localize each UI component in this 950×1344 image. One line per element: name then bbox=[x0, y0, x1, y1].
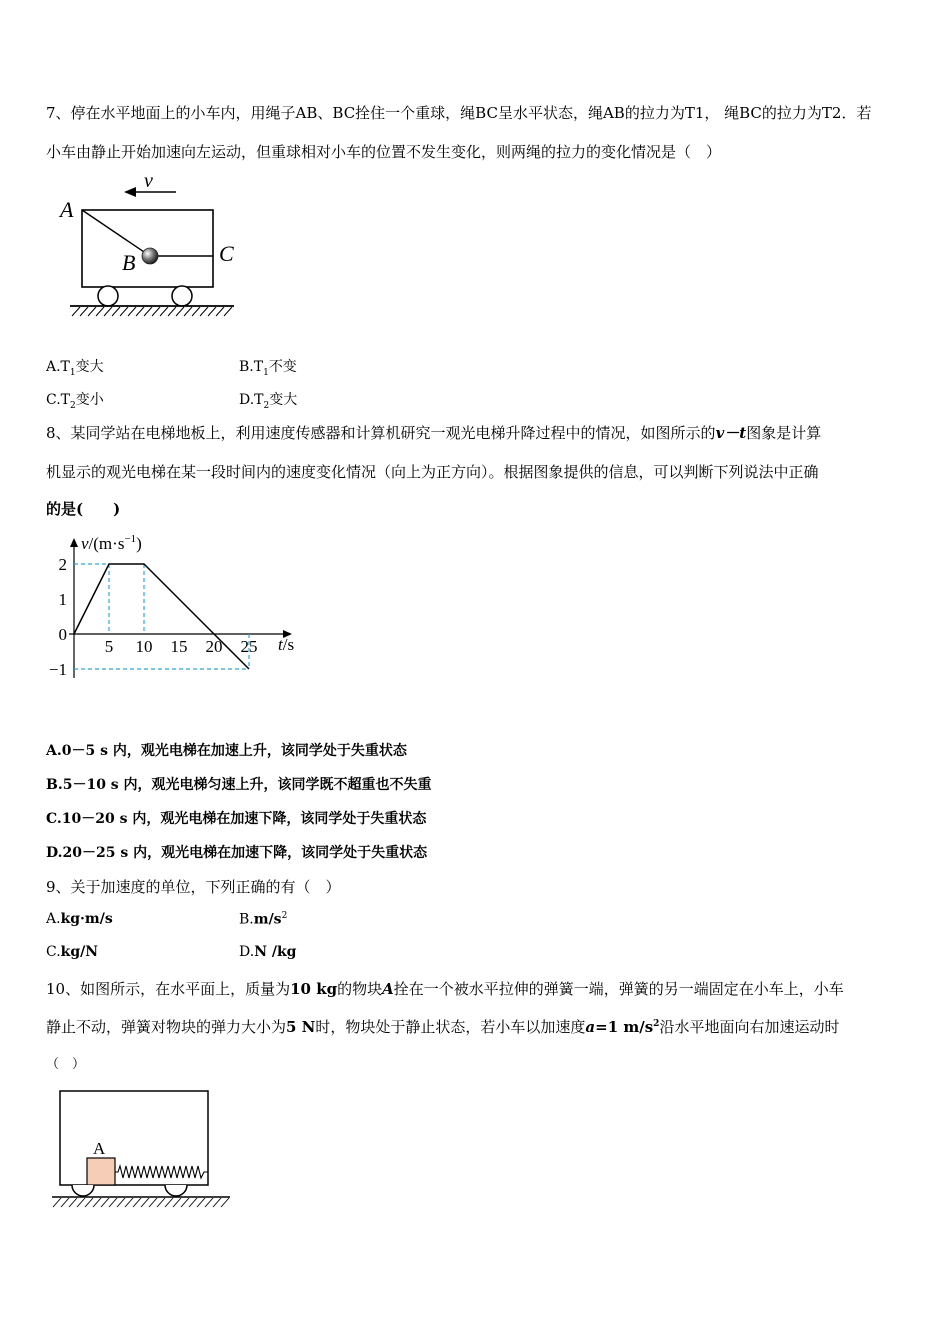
q8-option-c[interactable]: C.10－20 s 内，观光电梯在加速下降，该同学处于失重状态 bbox=[46, 811, 427, 827]
ground-hatching bbox=[72, 307, 232, 316]
q7-line-1: 7、停在水平地面上的小车内，用绳子AB、BC拴住一个重球，绳BC呈水平状态，绳AB的拉力为T1， 绳BC的拉力为T2．若 bbox=[46, 104, 872, 122]
y-tick-label: 1 bbox=[58, 590, 67, 609]
q10-wheel-left bbox=[72, 1185, 94, 1196]
q10-cart-body bbox=[60, 1091, 208, 1185]
q10-cart-figure bbox=[48, 1086, 238, 1211]
y-tick-label: 2 bbox=[58, 555, 67, 574]
x-axis-label: t/s bbox=[278, 635, 295, 654]
q10-line-1: 10、如图所示，在水平面上，质量为10 kg的物块A拴在一个被水平拉伸的弹簧一端，弹簧的另一端固定在小车上，小车 bbox=[46, 980, 844, 998]
q9-option-a[interactable]: A.kg·m/s bbox=[46, 911, 113, 927]
q10-wheel-right bbox=[165, 1185, 187, 1196]
y-tick-label: −1 bbox=[48, 660, 67, 679]
x-tick-label: 10 bbox=[135, 637, 153, 656]
rope-ab bbox=[82, 210, 150, 256]
block-a bbox=[87, 1158, 115, 1185]
q9-option-b[interactable]: $B.m/s^2$ bbox=[239, 911, 288, 928]
q7-cart-figure bbox=[58, 170, 238, 325]
q7-option-d[interactable]: $D.T_2$变大 bbox=[239, 392, 298, 411]
q9-option-d[interactable]: D.N /kg bbox=[239, 944, 297, 960]
x-tick-label: 5 bbox=[104, 637, 114, 656]
x-tick-label: 25 bbox=[240, 637, 258, 656]
q8-line-1: 8、某同学站在电梯地板上，利用速度传感器和计算机研究一观光电梯升降过程中的情况，如图所示的v－t图象是计算 bbox=[46, 424, 822, 442]
q7-option-a[interactable]: $A.T_1$变大 bbox=[46, 359, 104, 378]
label-b: B bbox=[122, 250, 136, 275]
vt-chart bbox=[40, 526, 310, 696]
x-tick-label: 15 bbox=[170, 637, 188, 656]
velocity-series-line bbox=[74, 564, 249, 669]
q7-line-2: 小车由静止开始加速向左运动，但重球相对小车的位置不发生变化，则两绳的拉力的变化情况是（ ） bbox=[46, 143, 722, 161]
q9-line-1: 9、关于加速度的单位，下列正确的有（ ） bbox=[46, 878, 341, 896]
heavy-ball bbox=[142, 248, 158, 264]
label-a: A bbox=[60, 197, 74, 222]
q8-line-2: 机显示的观光电梯在某一段时间内的速度变化情况（向上为正方向）。根据图象提供的信息，可以判断下列说法中正确 bbox=[46, 463, 819, 481]
q8-option-b[interactable]: B.5－10 s 内，观光电梯匀速上升，该同学既不超重也不失重 bbox=[46, 777, 432, 793]
q10-ground-hatching bbox=[53, 1198, 229, 1207]
wheel-left bbox=[98, 286, 118, 306]
label-c: C bbox=[219, 241, 234, 266]
q10-line-2: 静止不动，弹簧对物块的弹力大小为5 N时，物块处于静止状态，若小车以加速度a=1 $m/s^2$沿水平地面向右加速运动时 bbox=[46, 1018, 840, 1036]
q7-option-b[interactable]: $B.T_1$不变 bbox=[239, 359, 297, 378]
y-axis-label: $v/(m\cdot s^{-1})$ bbox=[81, 533, 142, 553]
velocity-label: v bbox=[144, 170, 153, 192]
y-tick-label: 0 bbox=[58, 625, 67, 644]
wheel-right bbox=[172, 286, 192, 306]
q10-line-3: （ ） bbox=[46, 1057, 86, 1072]
q9-option-c[interactable]: C.kg/N bbox=[46, 944, 99, 960]
q8-line-3: 的是( ) bbox=[46, 500, 121, 518]
x-tick-label: 20 bbox=[205, 637, 223, 656]
q8-option-a[interactable]: A.0－5 s 内，观光电梯在加速上升，该同学处于失重状态 bbox=[46, 743, 407, 759]
q7-option-c[interactable]: $C.T_2$变小 bbox=[46, 392, 104, 411]
q8-option-d[interactable]: D.20－25 s 内，观光电梯在加速下降，该同学处于失重状态 bbox=[46, 845, 428, 861]
velocity-arrowhead bbox=[124, 187, 136, 197]
block-a-label: A bbox=[93, 1139, 106, 1158]
q8-vt-symbol: v－t bbox=[715, 424, 747, 442]
y-axis-arrow bbox=[70, 538, 78, 547]
